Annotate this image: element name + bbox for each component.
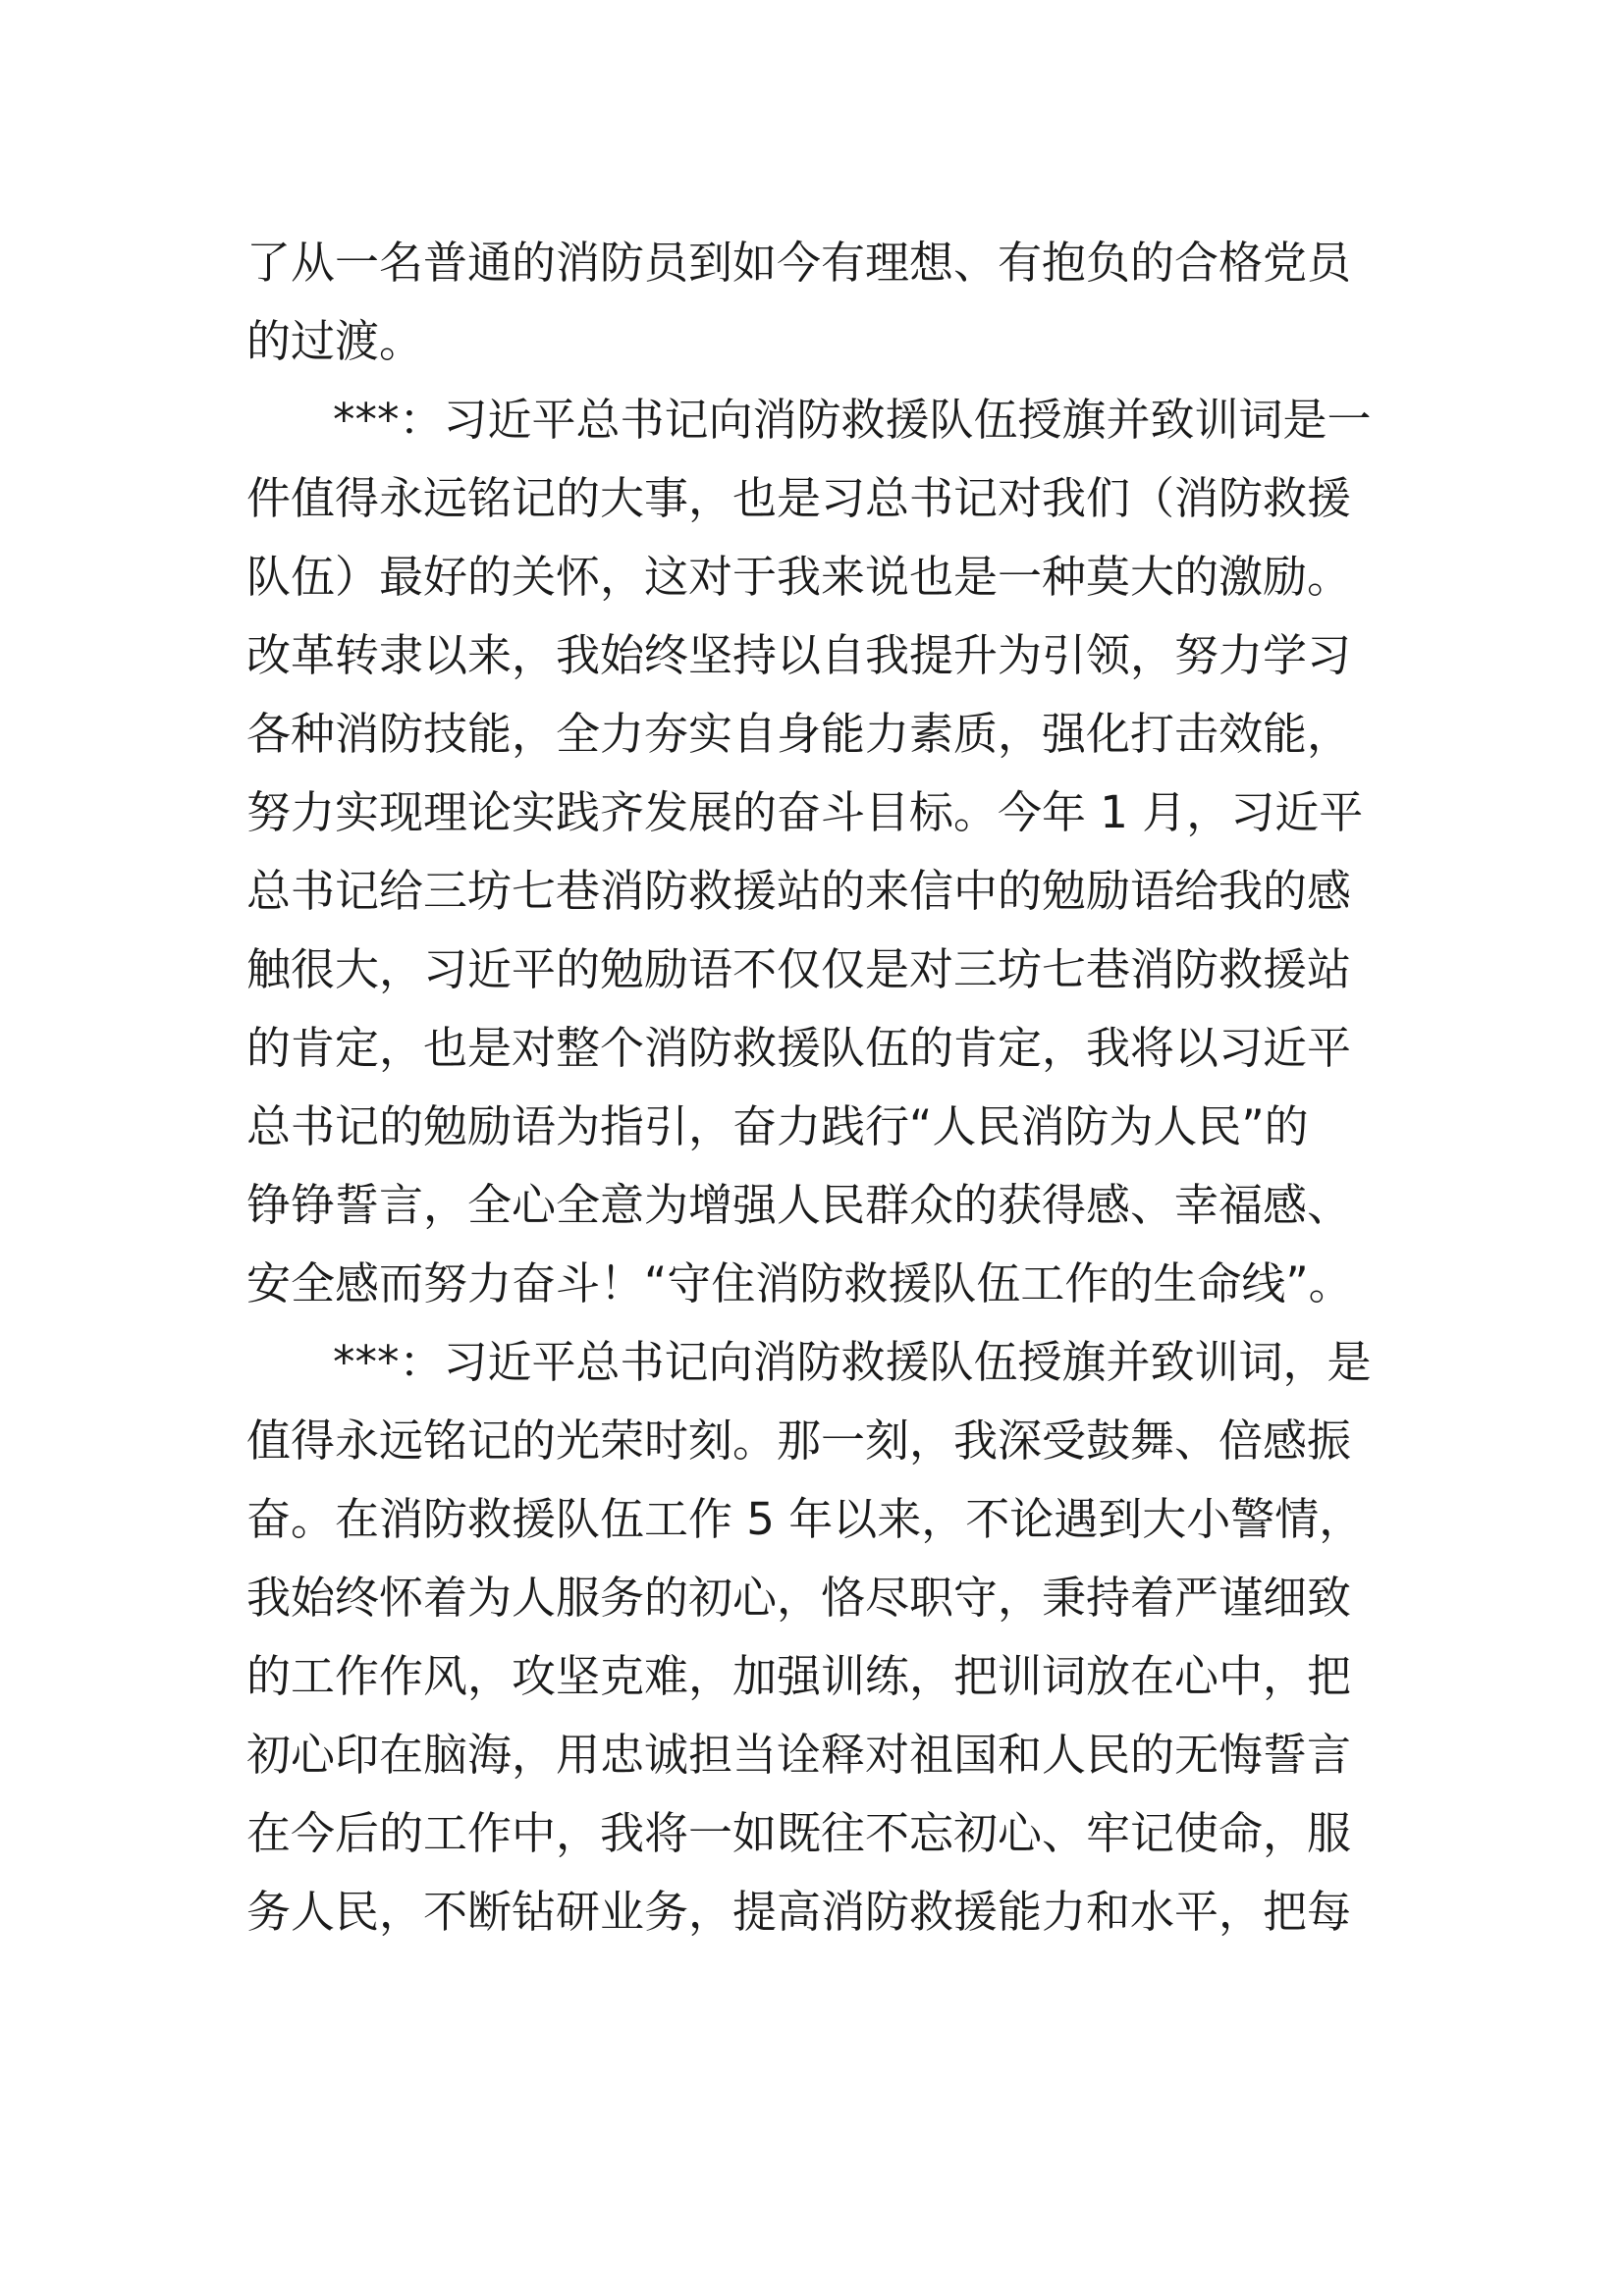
paragraph-start-line: ***：习近平总书记向消防救援队伍授旗并致训词，是 [333, 1336, 1372, 1388]
text-line: 值得永远铭记的光荣时刻。那一刻，我深受鼓舞、倍感振 [246, 1415, 1352, 1467]
text-line: 总书记的勉励语为指引，奋力践行“人民消防为人民”的 [246, 1100, 1309, 1152]
text-line: 队伍）最好的关怀，这对于我来说也是一种莫大的激励。 [246, 551, 1352, 603]
text-line: 的过渡。 [246, 315, 424, 367]
text-line: 总书记给三坊七巷消防救援站的来信中的勉励语给我的感 [246, 865, 1352, 917]
text-line: 安全感而努力奋斗！“守住消防救援队伍工作的生命线”。 [246, 1257, 1353, 1309]
text-line: 改革转隶以来，我始终坚持以自我提升为引领，努力学习 [246, 629, 1352, 681]
text-line: 的肯定，也是对整个消防救援队伍的肯定，我将以习近平 [246, 1022, 1352, 1074]
text-line: 务人民，不断钻研业务，提高消防救援能力和水平，把每 [246, 1886, 1352, 1938]
text-line: 件值得永远铭记的大事，也是习总书记对我们（消防救援 [246, 472, 1352, 524]
text-line: 了从一名普通的消防员到如今有理想、有抱负的合格党员 [246, 237, 1352, 289]
text-line: 在今后的工作中，我将一如既往不忘初心、牢记使命，服 [246, 1807, 1352, 1859]
text-line: 的工作作风，攻坚克难，加强训练，把训词放在心中，把 [246, 1650, 1352, 1702]
text-line: 奋。在消防救援队伍工作 5 年以来，不论遇到大小警情， [246, 1493, 1364, 1545]
paragraph-start-line: ***：习近平总书记向消防救援队伍授旗并致训词是一 [333, 394, 1372, 446]
body-text [246, 224, 1385, 1951]
text-line: 我始终怀着为人服务的初心，恪尽职守，秉持着严谨细致 [246, 1572, 1352, 1624]
text-line: 努力实现理论实践齐发展的奋斗目标。今年 1 月，习近平 [246, 786, 1364, 838]
text-line: 各种消防技能，全力夯实自身能力素质，强化打击效能， [246, 708, 1352, 760]
text-line: 初心印在脑海，用忠诚担当诠释对祖国和人民的无悔誓言 [246, 1729, 1352, 1781]
text-line: 铮铮誓言，全心全意为增强人民群众的获得感、幸福感、 [246, 1179, 1352, 1231]
text-line: 触很大，习近平的勉励语不仅仅是对三坊七巷消防救援站 [246, 943, 1352, 995]
